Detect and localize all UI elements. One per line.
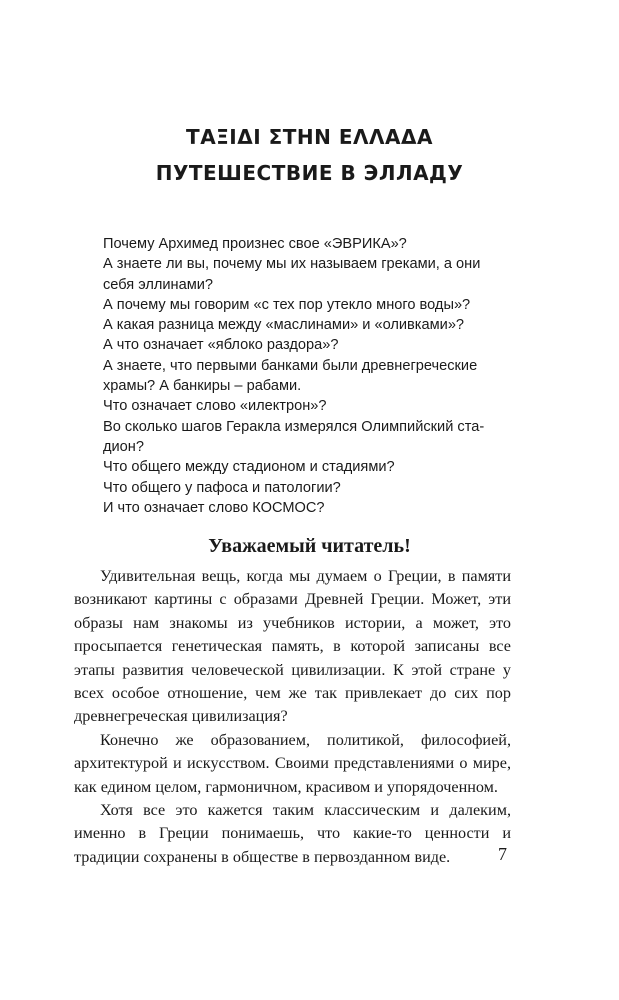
question-line: себя эллинами? xyxy=(103,276,214,293)
question-line: А знаете ли вы, почему мы их называем греками, а они xyxy=(103,256,481,273)
reader-greeting-heading: Уважаемый читатель! xyxy=(208,535,411,557)
question-line: Во сколько шагов Геракла измерялся Олимпийский ста- xyxy=(103,418,485,435)
question-line: А почему мы говорим «с тех пор утекло много воды»? xyxy=(103,296,471,313)
question-line: Что общего между стадионом и стадиями? xyxy=(103,459,395,476)
question-line: А какая разница между «маслинами» и «оливками»? xyxy=(103,317,465,334)
paragraph: Удивительная вещь, когда мы думаем о Греции, в памяти возникают картины с образами Древней Греции. Может, эти образы нам знакомы из учебников истории, а может, это просыпается генетическая память, в которой записаны все этапы развития человеческой цивилизации. К этой стране у всех особое отношение, чем же так привлекает до сих пор древнегреческая цивилизация? xyxy=(74,567,511,726)
page-number: 7 xyxy=(498,844,507,864)
title-russian: ПУТЕШЕСТВИЕ В ЭЛЛАДУ xyxy=(155,161,464,185)
question-line: Почему Архимед произнес свое «ЭВРИКА»? xyxy=(103,236,407,252)
question-line: храмы? А банкиры – рабами. xyxy=(103,378,302,395)
question-line: дион? xyxy=(103,438,144,455)
question-line: А что означает «яблоко раздора»? xyxy=(103,337,339,354)
paragraph: Хотя все это кажется таким классическим и далеким, именно в Греции понимаешь, что какие-то ценности и традиции сохранены в обществе в первозданном виде. xyxy=(74,801,511,866)
question-line: И что означает слово КОСМОС? xyxy=(103,499,325,516)
body-text xyxy=(74,565,511,869)
question-line: А знаете, что первыми банками были древнегреческие xyxy=(103,357,478,374)
paragraph: Конечно же образованием, политикой, философией, архитектурой и искусством. Своими представлениями о мире, как едином целом, гармоничном, красивом и упорядоченном. xyxy=(74,730,511,796)
questions-list xyxy=(103,234,523,518)
question-line: Что означает слово «илектрон»? xyxy=(103,398,327,415)
title-greek: ΤΑΞΙΔΙ ΣΤΗΝ ΕΛΛΑΔΑ xyxy=(186,125,433,149)
question-line: Что общего у пафоса и патологии? xyxy=(103,479,341,496)
